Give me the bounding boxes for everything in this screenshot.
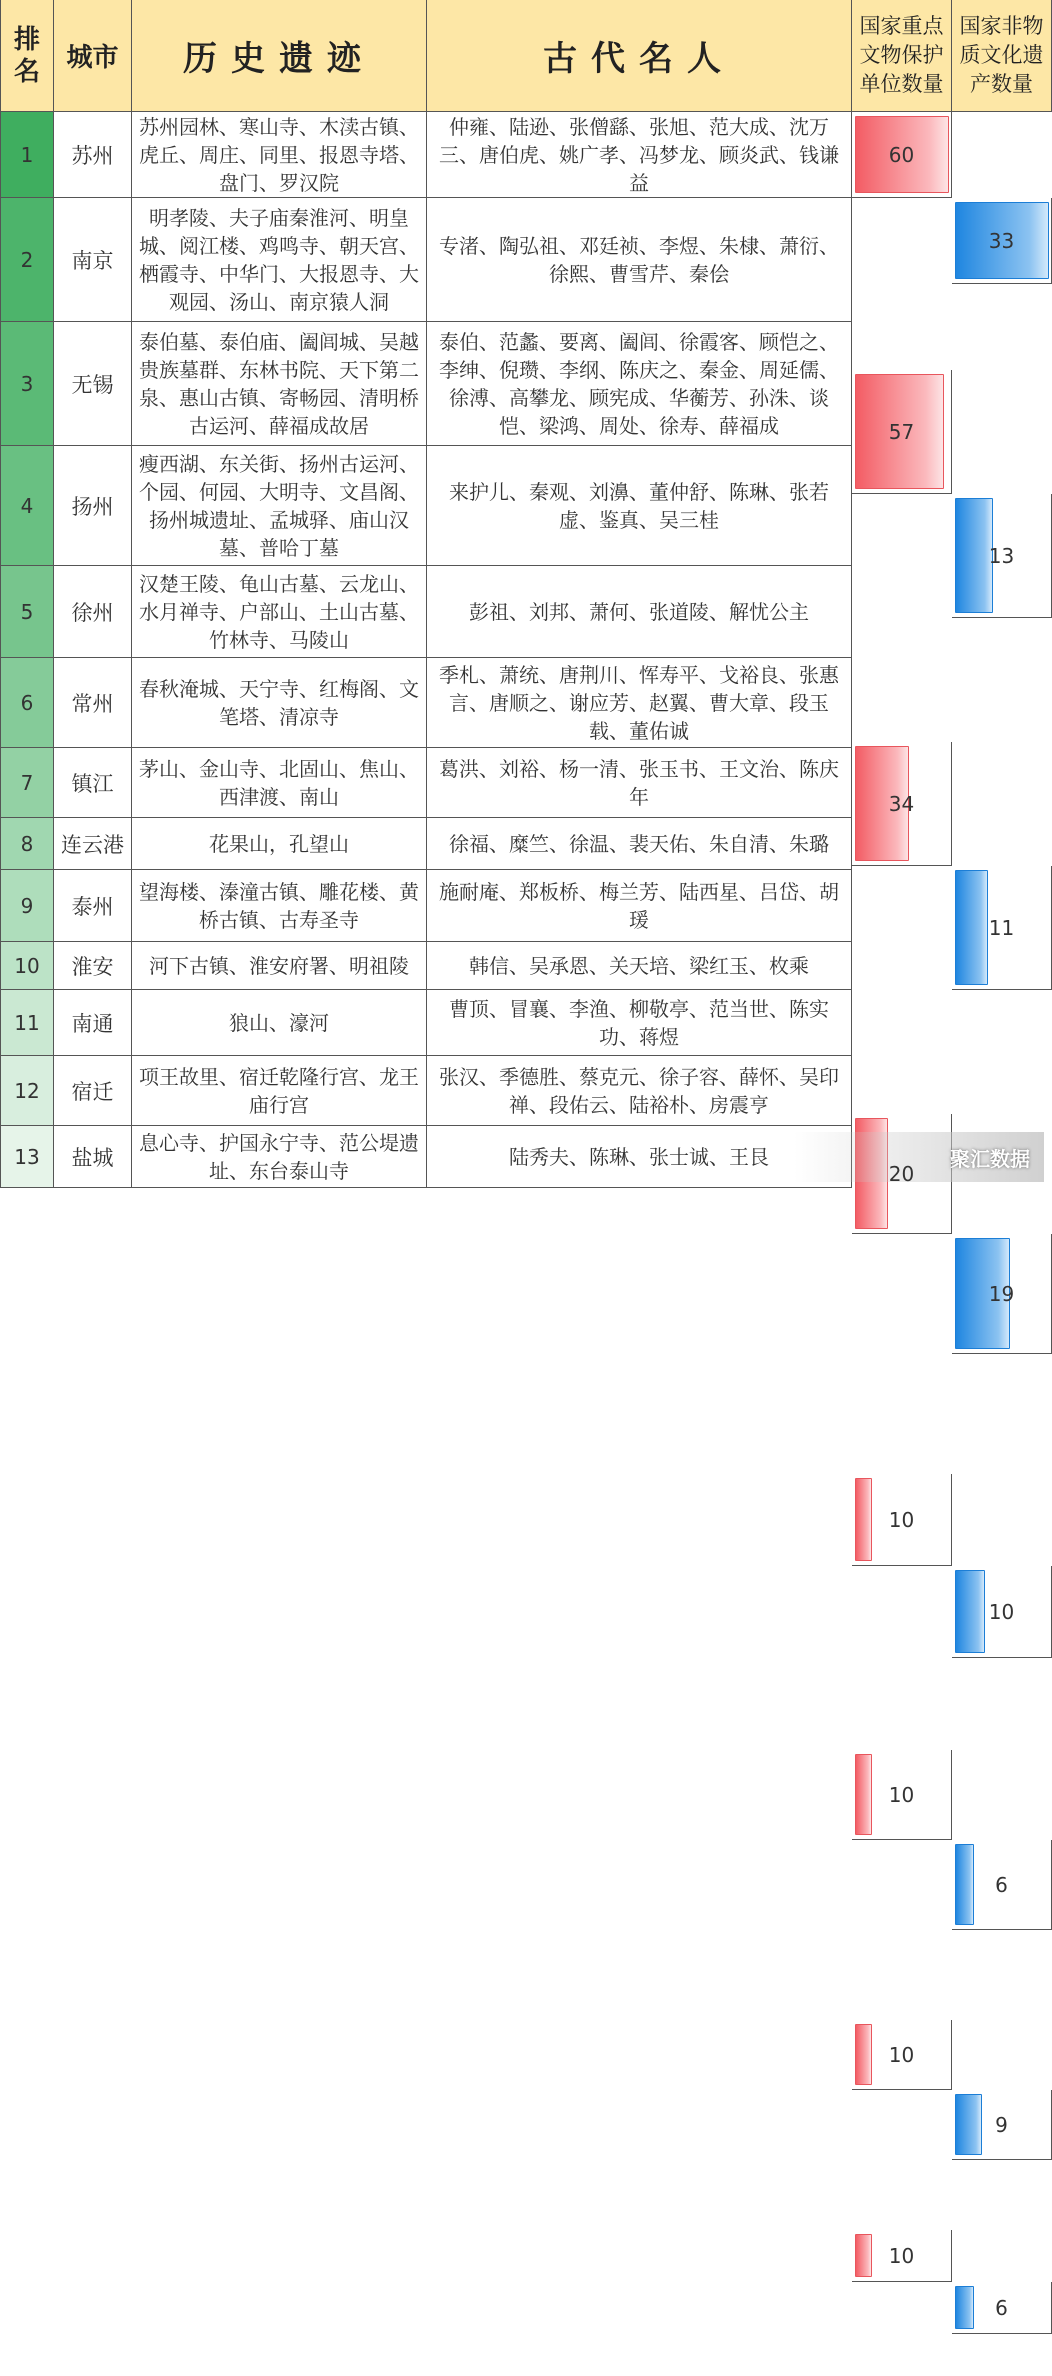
rank-cell: 4 (1, 446, 54, 566)
header-people: 古代名人 (427, 0, 852, 112)
rank-cell: 1 (1, 112, 54, 198)
sites-cell: 望海楼、溱潼古镇、雕花楼、黄桥古镇、古寿圣寺 (132, 870, 427, 942)
intangible-cell (952, 2090, 1052, 2160)
city-cell: 扬州 (54, 446, 132, 566)
sites-cell: 明孝陵、夫子庙秦淮河、明皇城、阅江楼、鸡鸣寺、朝天宫、栖霞寺、中华门、大报恩寺、大观园、汤山、南京猿人洞 (132, 198, 427, 322)
header-city: 城市 (54, 0, 132, 112)
heritage-units-value: 10 (889, 1508, 914, 1532)
intangible-cell (952, 1566, 1052, 1658)
heritage-units-value: 60 (889, 143, 914, 167)
heritage-units-value: 20 (889, 1162, 914, 1186)
city-cell: 无锡 (54, 322, 132, 446)
intangible-bar (955, 498, 993, 613)
intangible-cell (952, 1840, 1052, 1930)
heritage-units-value: 10 (889, 2244, 914, 2268)
rank-cell: 3 (1, 322, 54, 446)
rank-cell: 5 (1, 566, 54, 658)
heritage-units-cell (852, 742, 952, 866)
rank-cell: 9 (1, 870, 54, 942)
sites-cell: 苏州园林、寒山寺、木渎古镇、虎丘、周庄、同里、报恩寺塔、盘门、罗汉院 (132, 112, 427, 198)
heritage-units-value: 57 (889, 420, 914, 444)
city-cell: 南通 (54, 990, 132, 1056)
people-cell: 徐福、糜竺、徐温、裴天佑、朱自清、朱璐 (427, 818, 852, 870)
heritage-units-value: 10 (889, 2043, 914, 2067)
heritage-units-bar (855, 2024, 872, 2085)
intangible-value: 9 (995, 2113, 1008, 2137)
city-cell: 淮安 (54, 942, 132, 990)
rank-cell: 7 (1, 748, 54, 818)
intangible-value: 10 (989, 1600, 1014, 1624)
people-cell: 韩信、吴承恩、关天培、梁红玉、枚乘 (427, 942, 852, 990)
people-cell: 葛洪、刘裕、杨一清、张玉书、王文治、陈庆年 (427, 748, 852, 818)
sites-cell: 春秋淹城、天宁寺、红梅阁、文笔塔、清凉寺 (132, 658, 427, 748)
watermark-text: 聚汇数据 (950, 1143, 1030, 1172)
heritage-units-cell (852, 370, 952, 494)
rank-cell: 13 (1, 1126, 54, 1188)
rank-cell: 12 (1, 1056, 54, 1126)
intangible-value: 19 (989, 1282, 1014, 1306)
rank-cell: 10 (1, 942, 54, 990)
heritage-units-bar (855, 1754, 872, 1835)
heritage-units-cell (852, 1474, 952, 1566)
intangible-value: 11 (989, 916, 1014, 940)
intangible-bar (955, 1844, 974, 1925)
header-rank: 排名 (1, 0, 54, 112)
heritage-units-cell (852, 2020, 952, 2090)
people-cell: 曹顶、冒襄、李渔、柳敬亭、范当世、陈实功、蒋煜 (427, 990, 852, 1056)
heritage-units-cell (852, 2230, 952, 2282)
city-cell: 连云港 (54, 818, 132, 870)
intangible-cell (952, 1234, 1052, 1354)
sites-cell: 狼山、濠河 (132, 990, 427, 1056)
sites-cell: 项王故里、宿迁乾隆行宫、龙王庙行宫 (132, 1056, 427, 1126)
city-cell: 镇江 (54, 748, 132, 818)
sites-cell: 息心寺、护国永宁寺、范公堤遗址、东台泰山寺 (132, 1126, 427, 1188)
city-cell: 徐州 (54, 566, 132, 658)
people-cell: 陆秀夫、陈琳、张士诚、王艮 (427, 1126, 852, 1188)
people-cell: 施耐庵、郑板桥、梅兰芳、陆西星、吕岱、胡瑗 (427, 870, 852, 942)
people-cell: 季札、萧统、唐荆川、恽寿平、戈裕良、张惠言、唐顺之、谢应芳、赵翼、曹大章、段玉载、董佑诚 (427, 658, 852, 748)
city-cell: 盐城 (54, 1126, 132, 1188)
sites-cell: 花果山，孔望山 (132, 818, 427, 870)
heritage-units-value: 10 (889, 1783, 914, 1807)
intangible-bar (955, 1570, 985, 1653)
heritage-units-bar (855, 2234, 872, 2277)
city-cell: 常州 (54, 658, 132, 748)
header-sites: 历史遗迹 (132, 0, 427, 112)
people-cell: 来护儿、秦观、刘濞、董仲舒、陈琳、张若虚、鉴真、吴三桂 (427, 446, 852, 566)
people-cell: 仲雍、陆逊、张僧繇、张旭、范大成、沈万三、唐伯虎、姚广孝、冯梦龙、顾炎武、钱谦益 (427, 112, 852, 198)
intangible-value: 33 (989, 229, 1014, 253)
people-cell: 彭祖、刘邦、萧何、张道陵、解忧公主 (427, 566, 852, 658)
city-cell: 泰州 (54, 870, 132, 942)
heritage-units-bar (855, 1478, 872, 1561)
heritage-units-cell (852, 112, 952, 198)
header-heritage-units: 国家重点文物保护单位数量 (852, 0, 952, 112)
rank-cell: 11 (1, 990, 54, 1056)
city-cell: 宿迁 (54, 1056, 132, 1126)
sites-cell: 泰伯墓、泰伯庙、阖闾城、吴越贵族墓群、东林书院、天下第二泉、惠山古镇、寄畅园、清明桥古运河、薛福成故居 (132, 322, 427, 446)
city-cell: 苏州 (54, 112, 132, 198)
intangible-cell (952, 198, 1052, 284)
intangible-cell (952, 2282, 1052, 2334)
intangible-bar (955, 2286, 974, 2329)
header-intangible: 国家非物质文化遗产数量 (952, 0, 1052, 112)
intangible-bar (955, 870, 988, 985)
sites-cell: 瘦西湖、东关街、扬州古运河、个园、何园、大明寺、文昌阁、扬州城遗址、孟城驿、庙山汉墓、普哈丁墓 (132, 446, 427, 566)
heritage-units-cell (852, 1750, 952, 1840)
rank-cell: 8 (1, 818, 54, 870)
watermark (794, 1132, 1044, 1182)
sites-cell: 河下古镇、淮安府署、明祖陵 (132, 942, 427, 990)
sites-cell: 汉楚王陵、龟山古墓、云龙山、水月禅寺、户部山、土山古墓、竹林寺、马陵山 (132, 566, 427, 658)
heritage-units-value: 34 (889, 792, 914, 816)
rank-cell: 6 (1, 658, 54, 748)
intangible-value: 6 (995, 2296, 1008, 2320)
city-cell: 南京 (54, 198, 132, 322)
sites-cell: 茅山、金山寺、北固山、焦山、西津渡、南山 (132, 748, 427, 818)
people-cell: 专渚、陶弘祖、邓廷祯、李煜、朱棣、萧衍、徐熙、曹雪芹、秦侩 (427, 198, 852, 322)
intangible-value: 13 (989, 544, 1014, 568)
rank-cell: 2 (1, 198, 54, 322)
intangible-bar (955, 2094, 982, 2155)
people-cell: 泰伯、范蠡、要离、阖闾、徐霞客、顾恺之、李绅、倪瓒、李纲、陈庆之、秦金、周延儒、徐溥、高攀龙、顾宪成、华蘅芳、孙洙、谈恺、梁鸿、周处、徐寿、薛福成 (427, 322, 852, 446)
intangible-value: 6 (995, 1873, 1008, 1897)
intangible-cell (952, 866, 1052, 990)
people-cell: 张汉、季德胜、蔡克元、徐子容、薛怀、吴印禅、段佑云、陆裕朴、房震亨 (427, 1056, 852, 1126)
intangible-cell (952, 494, 1052, 618)
